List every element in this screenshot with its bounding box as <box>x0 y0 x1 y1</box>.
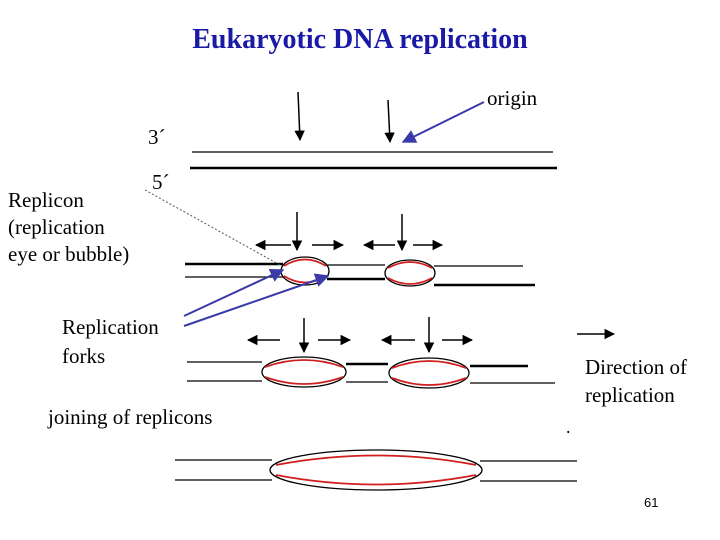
direction-label <box>585 353 687 409</box>
origin-arrow <box>298 92 300 140</box>
five-prime-label: 5´ <box>152 170 170 194</box>
joined-replicons-row <box>175 450 577 490</box>
joining-label: joining of replicons <box>48 405 213 429</box>
replication-bubble <box>281 257 329 285</box>
three-prime-label: 3´ <box>148 125 166 149</box>
replication-forks-label <box>62 313 159 371</box>
replication-bubble <box>389 358 469 388</box>
forks-label-line: Replication <box>62 315 159 339</box>
replication-bubble <box>262 357 346 387</box>
replicon-label <box>8 187 129 268</box>
origin-arrow <box>388 100 390 142</box>
forks-label-line: forks <box>62 344 106 368</box>
origin-pointer <box>403 102 484 142</box>
replicon-label-line: eye or bubble) <box>8 242 130 266</box>
replicon-label-line: (replication <box>8 215 105 239</box>
replicon-label-line: Replicon <box>8 188 84 212</box>
replicon-pointer <box>145 190 280 265</box>
page-title: Eukaryotic DNA replication <box>192 24 528 55</box>
joined-bubble <box>270 450 482 490</box>
direction-label-line: replication <box>585 383 675 407</box>
origin-label: origin <box>487 86 538 110</box>
replication-bubble <box>385 260 435 286</box>
replication-bubbles-row <box>145 190 535 326</box>
growing-bubbles-row <box>187 317 614 388</box>
stray-dot: . <box>566 417 571 437</box>
direction-label-line: Direction of <box>585 355 688 379</box>
page-number: 61 <box>644 495 659 510</box>
